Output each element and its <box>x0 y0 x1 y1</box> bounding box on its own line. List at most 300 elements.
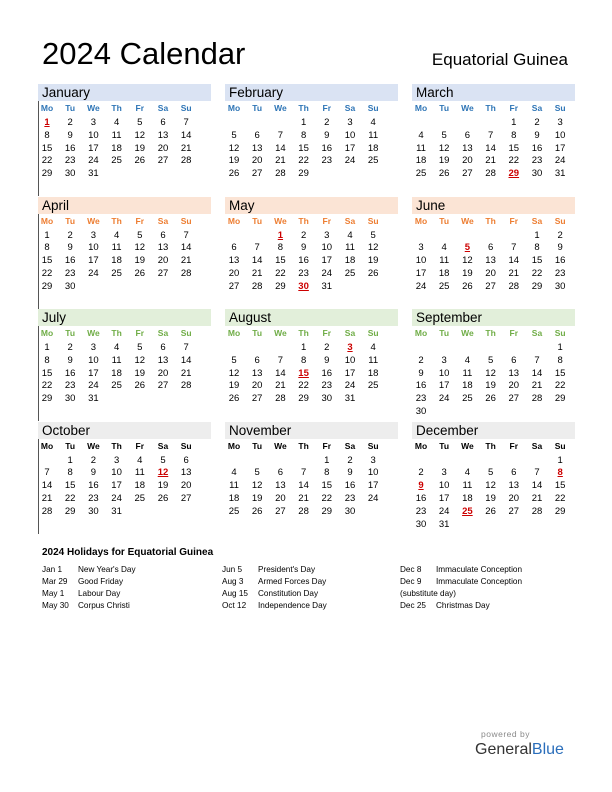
day-number: 28 <box>485 168 496 180</box>
weekday-label: We <box>461 440 474 451</box>
day-number: 21 <box>298 492 309 504</box>
calendar-row <box>38 422 575 535</box>
holiday-name: Good Friday <box>78 577 124 586</box>
day-number: 21 <box>180 255 192 267</box>
day-number: 12 <box>134 129 146 141</box>
day-number: 5 <box>441 129 447 141</box>
day-number: 10 <box>415 255 427 267</box>
holiday-day: 29 <box>508 168 520 180</box>
day-number: 20 <box>157 142 169 154</box>
day-number: 27 <box>251 393 263 405</box>
day-number: 7 <box>277 129 284 141</box>
day-number: 21 <box>41 492 53 504</box>
day-number: 19 <box>134 255 146 267</box>
day-number: 30 <box>531 168 543 180</box>
day-number: 2 <box>418 467 424 479</box>
weekday-label: We <box>274 103 287 113</box>
day-number: 19 <box>228 380 240 392</box>
day-number: 13 <box>485 255 496 267</box>
day-number: 20 <box>462 155 473 167</box>
month-august <box>225 309 398 421</box>
month-february <box>225 84 398 196</box>
month-december <box>412 422 585 534</box>
day-number: 29 <box>298 168 309 180</box>
day-number: 2 <box>418 354 424 366</box>
day-number: 18 <box>415 155 427 167</box>
day-number: 27 <box>462 168 473 180</box>
holiday-item <box>42 588 136 600</box>
weekday-label: Mo <box>40 328 54 338</box>
holiday-day: 8 <box>557 467 563 479</box>
holiday-date: Mar 29 <box>42 577 68 586</box>
weekday-label: Tu <box>252 440 263 451</box>
day-number: 21 <box>531 380 543 392</box>
day-number: 11 <box>111 129 122 141</box>
weekday-label: Su <box>554 215 566 226</box>
day-number: 17 <box>88 255 99 267</box>
day-number: 26 <box>367 267 379 279</box>
weekday-label: Tu <box>65 440 76 451</box>
day-number: 22 <box>275 267 286 279</box>
day-number: 7 <box>300 467 307 479</box>
day-number: 29 <box>41 280 53 292</box>
day-number: 8 <box>67 467 73 479</box>
day-number: 7 <box>183 342 189 353</box>
month-may <box>225 197 398 309</box>
day-number: 2 <box>90 454 97 466</box>
weekday-header <box>225 214 398 228</box>
day-number: 8 <box>300 129 307 141</box>
day-number: 24 <box>367 492 379 504</box>
day-number: 28 <box>41 505 53 517</box>
day-number: 26 <box>485 393 496 405</box>
day-number: 1 <box>67 454 73 466</box>
day-number: 7 <box>44 467 50 479</box>
day-number: 7 <box>183 117 189 128</box>
holiday-item <box>222 600 327 612</box>
day-number: 23 <box>321 155 333 167</box>
day-number: 21 <box>275 380 286 392</box>
weekday-label: Su <box>180 328 192 338</box>
day-number: 28 <box>531 393 543 405</box>
day-number: 20 <box>485 267 496 279</box>
holiday-column <box>42 564 136 612</box>
holiday-day: 1 <box>44 117 50 128</box>
day-number: 28 <box>275 393 286 405</box>
day-number: 10 <box>88 242 99 254</box>
day-number: 11 <box>462 367 473 379</box>
day-number: 16 <box>321 142 333 154</box>
brand-general: General <box>475 741 532 758</box>
day-number: 7 <box>183 229 189 241</box>
holiday-name: President's Day <box>258 565 316 574</box>
day-number: 6 <box>183 454 189 466</box>
weekday-label: Fr <box>135 103 145 113</box>
weekday-label: Sa <box>157 215 169 226</box>
weekday-label: We <box>461 103 474 113</box>
day-number: 6 <box>231 242 237 254</box>
day-number: 25 <box>134 492 146 504</box>
day-number: 13 <box>508 367 520 379</box>
day-number: 11 <box>439 255 450 267</box>
generalblue-logo[interactable] <box>475 741 564 759</box>
weekday-label: Su <box>367 440 379 451</box>
day-number: 23 <box>321 380 333 392</box>
day-number: 9 <box>300 242 307 254</box>
day-number: 21 <box>485 155 496 167</box>
weekday-label: Th <box>298 103 309 113</box>
day-number: 19 <box>134 142 146 154</box>
day-number: 30 <box>344 505 356 517</box>
day-number: 22 <box>321 492 333 504</box>
holiday-name: Immaculate Conception <box>436 577 523 586</box>
weekday-label: Su <box>180 440 192 451</box>
day-number: 10 <box>111 467 122 479</box>
day-number: 30 <box>64 280 76 292</box>
day-number: 22 <box>508 155 520 167</box>
month-name: November <box>225 422 398 439</box>
day-number: 17 <box>415 267 427 279</box>
day-number: 17 <box>438 380 450 392</box>
day-number: 7 <box>511 242 517 254</box>
holiday-column <box>400 564 522 612</box>
weekday-label: Sa <box>531 103 543 113</box>
day-number: 15 <box>64 480 76 492</box>
day-number: 22 <box>554 380 566 392</box>
day-number: 27 <box>228 280 240 292</box>
weekday-label: Mo <box>414 103 428 113</box>
day-number: 19 <box>367 255 379 267</box>
day-number: 11 <box>416 142 426 154</box>
day-number: 13 <box>251 367 263 379</box>
day-number: 14 <box>275 367 286 379</box>
weekday-header <box>412 214 585 228</box>
month-june <box>412 197 585 309</box>
day-number: 19 <box>485 380 496 392</box>
day-number: 19 <box>134 367 146 379</box>
day-number: 24 <box>88 267 99 279</box>
day-number: 10 <box>344 129 356 141</box>
day-number: 6 <box>254 354 260 366</box>
day-number: 20 <box>180 480 192 492</box>
day-number: 17 <box>88 367 99 379</box>
day-number: 8 <box>557 354 563 366</box>
holiday-item <box>222 576 327 588</box>
holiday-date: May 30 <box>42 601 69 610</box>
day-number: 17 <box>554 142 566 154</box>
day-number: 11 <box>368 129 379 141</box>
day-number: 30 <box>415 518 427 530</box>
weekday-label: Sa <box>157 328 169 338</box>
day-number: 24 <box>438 393 450 405</box>
day-number: 15 <box>275 255 286 267</box>
day-number: 5 <box>487 467 494 479</box>
weekday-label: Tu <box>439 103 450 113</box>
day-number: 15 <box>41 367 53 379</box>
day-number: 4 <box>418 129 424 141</box>
weekday-label: Mo <box>227 328 241 338</box>
day-number: 29 <box>64 505 76 517</box>
weekday-label: Mo <box>40 103 54 113</box>
day-number: 26 <box>485 505 496 517</box>
day-number: 26 <box>134 155 146 167</box>
holiday-day: 25 <box>462 505 473 517</box>
day-number: 17 <box>438 492 450 504</box>
holiday-date: Dec 8 <box>400 565 422 574</box>
holiday-day: 15 <box>298 367 309 379</box>
day-number: 26 <box>228 168 240 180</box>
weekday-label: Fr <box>322 328 332 338</box>
holiday-item <box>400 600 522 612</box>
holiday-item <box>42 600 136 612</box>
day-number: 6 <box>511 354 517 366</box>
day-number: 2 <box>557 229 563 241</box>
day-number: 13 <box>508 480 520 492</box>
day-number: 10 <box>88 354 99 366</box>
day-number: 23 <box>531 155 543 167</box>
day-number: 3 <box>113 454 120 466</box>
day-number: 26 <box>228 393 240 405</box>
weekday-header <box>412 439 585 453</box>
day-number: 14 <box>251 255 263 267</box>
day-number: 20 <box>157 255 169 267</box>
day-number: 27 <box>157 155 169 167</box>
day-number: 23 <box>88 492 99 504</box>
day-number: 31 <box>88 393 99 405</box>
day-number: 11 <box>229 480 239 492</box>
day-number: 2 <box>324 342 330 353</box>
day-number: 5 <box>231 354 237 366</box>
day-number: 18 <box>134 480 146 492</box>
day-number: 28 <box>275 168 286 180</box>
day-number: 2 <box>324 117 330 128</box>
day-number: 6 <box>464 129 471 141</box>
month-november <box>225 422 398 534</box>
weekday-label: Su <box>367 103 379 113</box>
day-number: 29 <box>321 505 333 517</box>
day-number: 19 <box>438 155 450 167</box>
day-number: 10 <box>438 480 450 492</box>
day-number: 17 <box>111 480 122 492</box>
day-number: 30 <box>88 505 99 517</box>
weekday-label: Tu <box>439 215 450 226</box>
holiday-date: Aug 3 <box>222 577 244 586</box>
day-number: 11 <box>345 242 355 254</box>
day-number: 23 <box>554 267 566 279</box>
weekday-label: Su <box>554 328 566 338</box>
day-number: 7 <box>534 467 540 479</box>
holiday-name: Constitution Day <box>258 589 319 598</box>
day-number: 1 <box>534 229 540 241</box>
month-name: April <box>38 197 211 214</box>
day-number: 12 <box>462 255 473 267</box>
day-number: 16 <box>64 142 76 154</box>
holiday-day: 3 <box>347 342 353 353</box>
day-number: 14 <box>180 129 192 141</box>
day-number: 16 <box>88 480 99 492</box>
weekday-label: We <box>461 215 474 226</box>
day-number: 27 <box>508 505 520 517</box>
weekday-label: Th <box>298 440 309 451</box>
day-number: 9 <box>347 467 353 479</box>
holiday-name: (substitute day) <box>400 589 456 598</box>
day-number: 3 <box>370 454 376 466</box>
day-number: 16 <box>321 367 333 379</box>
day-number: 28 <box>298 505 309 517</box>
day-number: 3 <box>557 117 563 128</box>
day-number: 21 <box>180 142 192 154</box>
day-number: 30 <box>321 393 333 405</box>
page-title: 2024 Calendar <box>42 36 246 71</box>
holiday-date: Oct 12 <box>222 601 247 610</box>
day-number: 24 <box>344 380 356 392</box>
day-number: 26 <box>157 492 169 504</box>
day-number: 8 <box>534 242 540 254</box>
day-number: 15 <box>41 142 53 154</box>
day-number: 23 <box>415 505 427 517</box>
day-number: 13 <box>462 142 473 154</box>
weekday-label: Th <box>111 328 122 338</box>
weekday-label: Fr <box>509 440 519 451</box>
day-number: 3 <box>90 117 97 128</box>
weekday-label: Mo <box>40 440 54 451</box>
day-number: 14 <box>180 242 192 254</box>
day-number: 8 <box>511 129 517 141</box>
day-number: 5 <box>487 354 494 366</box>
holiday-date: Jun 5 <box>222 565 243 574</box>
day-number: 16 <box>554 255 566 267</box>
holiday-date: Dec 9 <box>400 577 422 586</box>
day-number: 4 <box>113 342 120 353</box>
day-number: 22 <box>41 155 53 167</box>
day-number: 25 <box>228 505 240 517</box>
weekday-label: Tu <box>252 215 263 226</box>
day-number: 20 <box>157 367 169 379</box>
day-number: 18 <box>111 142 122 154</box>
day-number: 15 <box>531 255 543 267</box>
day-number: 2 <box>67 342 73 353</box>
day-number: 17 <box>344 367 356 379</box>
day-number: 1 <box>324 454 330 466</box>
day-number: 21 <box>508 267 520 279</box>
weekday-label: Su <box>554 440 566 451</box>
holiday-item <box>222 588 327 600</box>
day-number: 9 <box>67 242 73 254</box>
day-number: 16 <box>64 255 76 267</box>
day-number: 1 <box>44 342 50 353</box>
day-number: 25 <box>111 155 122 167</box>
day-number: 21 <box>531 492 543 504</box>
day-number: 27 <box>485 280 496 292</box>
day-number: 31 <box>321 280 333 292</box>
calendar-row <box>38 84 575 197</box>
day-number: 27 <box>157 267 169 279</box>
day-number: 29 <box>275 280 286 292</box>
day-number: 6 <box>160 229 166 241</box>
month-march <box>412 84 585 196</box>
day-number: 19 <box>228 155 240 167</box>
day-number: 12 <box>485 367 496 379</box>
weekday-label: Sa <box>531 215 543 226</box>
weekday-label: We <box>87 103 100 113</box>
day-number: 12 <box>134 354 146 366</box>
weekday-header <box>225 101 398 115</box>
day-number: 4 <box>464 354 471 366</box>
weekday-label: Sa <box>344 440 356 451</box>
day-number: 17 <box>367 480 379 492</box>
holiday-item <box>222 564 327 576</box>
day-number: 15 <box>554 480 566 492</box>
weekday-header <box>225 326 398 340</box>
day-number: 5 <box>137 229 143 241</box>
day-number: 4 <box>347 229 353 241</box>
day-number: 27 <box>508 393 520 405</box>
month-october <box>38 422 211 534</box>
day-number: 14 <box>531 367 543 379</box>
day-number: 12 <box>367 242 379 254</box>
day-number: 24 <box>438 505 450 517</box>
day-number: 31 <box>438 518 450 530</box>
day-number: 29 <box>298 393 309 405</box>
day-number: 26 <box>438 168 450 180</box>
day-number: 10 <box>367 467 379 479</box>
day-number: 11 <box>462 480 473 492</box>
day-number: 3 <box>418 242 424 254</box>
day-number: 14 <box>508 255 520 267</box>
day-number: 24 <box>88 155 99 167</box>
holiday-date: Jan 1 <box>42 565 63 574</box>
weekday-label: Fr <box>322 440 332 451</box>
day-number: 3 <box>90 342 97 353</box>
day-number: 22 <box>298 155 309 167</box>
day-number: 18 <box>367 367 379 379</box>
day-number: 10 <box>554 129 566 141</box>
day-number: 16 <box>64 367 76 379</box>
weekday-label: Mo <box>227 215 241 226</box>
day-number: 4 <box>370 342 376 353</box>
day-number: 5 <box>137 342 143 353</box>
day-number: 25 <box>111 267 122 279</box>
weekday-label: We <box>87 440 100 451</box>
weekday-label: Tu <box>439 440 450 451</box>
holiday-day: 9 <box>418 480 424 492</box>
day-number: 30 <box>64 168 76 180</box>
weekday-label: Su <box>180 215 192 226</box>
day-number: 2 <box>67 229 73 241</box>
day-number: 3 <box>441 467 447 479</box>
day-number: 25 <box>111 380 122 392</box>
holiday-date: Aug 15 <box>222 589 248 598</box>
day-number: 4 <box>231 467 237 479</box>
weekday-header <box>412 101 585 115</box>
month-july <box>38 309 211 421</box>
weekday-label: Su <box>367 215 379 226</box>
month-september <box>412 309 585 421</box>
day-number: 31 <box>344 393 356 405</box>
holiday-date: Dec 25 <box>400 601 426 610</box>
day-number: 16 <box>415 492 427 504</box>
day-number: 26 <box>134 380 146 392</box>
holiday-name: Corpus Christi <box>78 601 130 610</box>
weekday-label: Th <box>485 440 496 451</box>
weekday-label: Th <box>485 215 496 226</box>
day-number: 28 <box>180 267 192 279</box>
day-number: 2 <box>67 117 73 128</box>
day-number: 18 <box>462 380 473 392</box>
holiday-item <box>42 576 136 588</box>
day-number: 21 <box>275 155 286 167</box>
day-number: 18 <box>438 267 450 279</box>
